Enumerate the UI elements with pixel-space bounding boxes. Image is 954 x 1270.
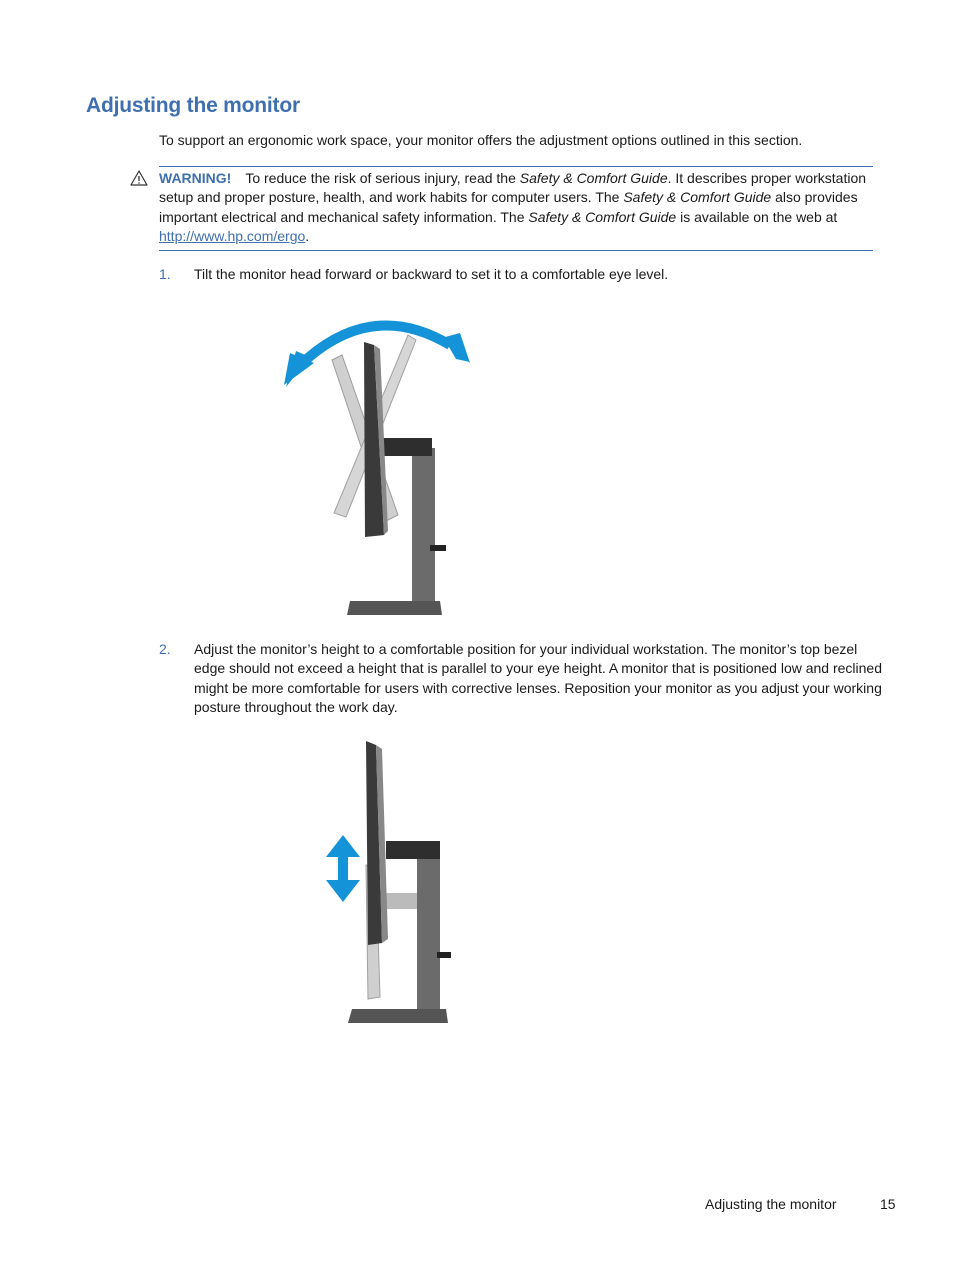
footer-page-number: 15 xyxy=(880,1196,896,1212)
stand-clip xyxy=(437,952,451,958)
warning-text: also provides important electrical and mechanical safety information. The xyxy=(159,189,858,225)
warning-bottom-rule xyxy=(159,250,873,251)
height-arrowhead-down xyxy=(326,880,360,902)
warning-label: WARNING! xyxy=(159,170,232,186)
stand-clip xyxy=(430,545,446,551)
ergo-link[interactable]: http://www.hp.com/ergo xyxy=(159,227,306,244)
step-2 xyxy=(159,640,889,717)
height-illustration xyxy=(320,735,470,1035)
tilt-illustration xyxy=(270,305,490,620)
stand-arm xyxy=(386,841,440,859)
stand-base xyxy=(348,1009,448,1023)
step-text: Tilt the monitor head forward or backward to set it to a comfortable eye level. xyxy=(194,266,669,282)
warning-note xyxy=(159,169,871,246)
warning-text: . It describes proper workstation setup and proper posture, health, and work habits for computer users. The xyxy=(159,170,867,206)
stand-column xyxy=(417,853,440,1021)
intro-paragraph: To support an ergonomic work space, your monitor offers the adjustment options outlined in this section. xyxy=(159,132,803,148)
step-number: 1. xyxy=(159,266,171,282)
stand-base xyxy=(347,601,442,615)
warning-text: is available on the web at xyxy=(676,208,838,225)
step-number: 2. xyxy=(159,641,171,657)
warning-top-rule xyxy=(159,166,873,167)
guide-title: Safety & Comfort Guide xyxy=(528,208,677,225)
guide-title: Safety & Comfort Guide xyxy=(623,189,772,206)
step-text: Adjust the monitor’s height to a comfortable position for your individual workstation. The monitor’s top bezel edge should not exceed a height that is parallel to your eye height. A monitor that is positioned low and reclined might be more comfortable for users with corrective lenses. Reposition your monitor as you adjust your working posture throughout the work day. xyxy=(194,641,883,715)
stand-column xyxy=(412,448,435,603)
warning-text: To reduce the risk of serious injury, read the xyxy=(245,170,520,186)
warning-triangle-icon xyxy=(130,170,148,186)
height-arrowhead-up xyxy=(326,835,360,857)
guide-title: Safety & Comfort Guide xyxy=(519,170,668,186)
step-1 xyxy=(159,265,889,284)
warning-text: . xyxy=(305,227,310,244)
page-title: Adjusting the monitor xyxy=(86,94,300,117)
stand-arm xyxy=(380,438,432,456)
footer-section-title: Adjusting the monitor xyxy=(705,1196,837,1212)
